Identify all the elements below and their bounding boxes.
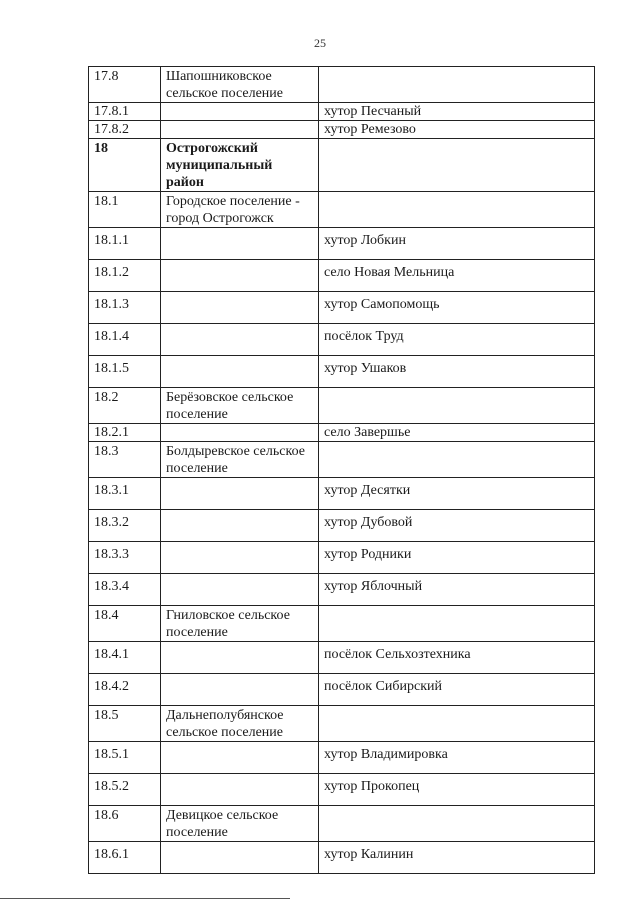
code-cell: 18.4.1 [89,642,161,674]
locality-cell: хутор Дубовой [319,510,595,542]
settlement-cell: Городское поселение - город Острогожск [161,192,319,228]
table-row [89,574,595,606]
settlement-cell [161,260,319,292]
table-row [89,103,595,121]
code-cell: 18.4 [89,606,161,642]
table-row [89,642,595,674]
code-cell: 18.1.4 [89,324,161,356]
settlement-cell [161,478,319,510]
settlement-cell [161,674,319,706]
locality-cell: хутор Ремезово [319,121,595,139]
table-row [89,67,595,103]
table-body [89,67,595,874]
settlement-cell [161,574,319,606]
locality-cell [319,606,595,642]
code-cell: 18.1.2 [89,260,161,292]
locality-cell: хутор Прокопец [319,774,595,806]
settlements-table [88,66,595,874]
settlement-cell: Болдыревское сельское поселение [161,442,319,478]
locality-cell: хутор Лобкин [319,228,595,260]
footer-rule [0,898,290,899]
table-row [89,774,595,806]
table-row [89,674,595,706]
locality-cell: посёлок Сибирский [319,674,595,706]
code-cell: 18.4.2 [89,674,161,706]
table-row [89,478,595,510]
locality-cell: посёлок Сельхозтехника [319,642,595,674]
table-row [89,260,595,292]
code-cell: 18.5.1 [89,742,161,774]
locality-cell: посёлок Труд [319,324,595,356]
settlement-cell [161,774,319,806]
code-cell: 18.2.1 [89,424,161,442]
settlement-cell [161,292,319,324]
locality-cell [319,139,595,192]
code-cell: 18.5 [89,706,161,742]
settlement-cell: Острогожский муниципальный район [161,139,319,192]
table-row [89,606,595,642]
locality-cell: хутор Ушаков [319,356,595,388]
code-cell: 18.3.3 [89,542,161,574]
table-row [89,356,595,388]
locality-cell: хутор Яблочный [319,574,595,606]
code-cell: 18.1 [89,192,161,228]
code-cell: 18.3.1 [89,478,161,510]
code-cell: 17.8.2 [89,121,161,139]
settlement-cell [161,542,319,574]
table-row [89,228,595,260]
table-row [89,742,595,774]
table-row [89,424,595,442]
table-row [89,542,595,574]
locality-cell: село Завершье [319,424,595,442]
code-cell: 18.1.1 [89,228,161,260]
code-cell: 18.5.2 [89,774,161,806]
table-row [89,292,595,324]
settlement-cell [161,228,319,260]
table-row [89,510,595,542]
code-cell: 18.1.3 [89,292,161,324]
table-row [89,121,595,139]
settlement-cell [161,424,319,442]
code-cell: 18.3.2 [89,510,161,542]
locality-cell: хутор Владимировка [319,742,595,774]
table-row [89,388,595,424]
code-cell: 17.8.1 [89,103,161,121]
settlement-cell [161,356,319,388]
code-cell: 18.6 [89,806,161,842]
settlement-cell: Девицкое сельское поселение [161,806,319,842]
table-row [89,806,595,842]
code-cell: 18.1.5 [89,356,161,388]
code-cell: 18.3 [89,442,161,478]
page-number: 25 [314,36,326,50]
settlement-cell [161,121,319,139]
code-cell: 17.8 [89,67,161,103]
locality-cell [319,388,595,424]
settlement-cell: Гниловское сельское поселение [161,606,319,642]
settlement-cell [161,742,319,774]
table-row [89,442,595,478]
settlement-cell [161,842,319,874]
table-row [89,324,595,356]
locality-cell: хутор Самопомощь [319,292,595,324]
locality-cell: село Новая Мельница [319,260,595,292]
settlement-cell [161,642,319,674]
table-row [89,842,595,874]
locality-cell: хутор Родники [319,542,595,574]
settlement-cell [161,510,319,542]
locality-cell: хутор Калинин [319,842,595,874]
settlement-cell [161,324,319,356]
settlement-cell: Дальнеполубянское сельское поселение [161,706,319,742]
locality-cell [319,192,595,228]
table-row [89,706,595,742]
code-cell: 18.3.4 [89,574,161,606]
locality-cell: хутор Десятки [319,478,595,510]
table-row [89,192,595,228]
table-row [89,139,595,192]
code-cell: 18.6.1 [89,842,161,874]
locality-cell [319,806,595,842]
settlement-cell: Шапошниковское сельское поселение [161,67,319,103]
code-cell: 18 [89,139,161,192]
locality-cell [319,442,595,478]
settlement-cell [161,103,319,121]
locality-cell [319,67,595,103]
code-cell: 18.2 [89,388,161,424]
settlement-cell: Берёзовское сельское поселение [161,388,319,424]
locality-cell: хутор Песчаный [319,103,595,121]
locality-cell [319,706,595,742]
